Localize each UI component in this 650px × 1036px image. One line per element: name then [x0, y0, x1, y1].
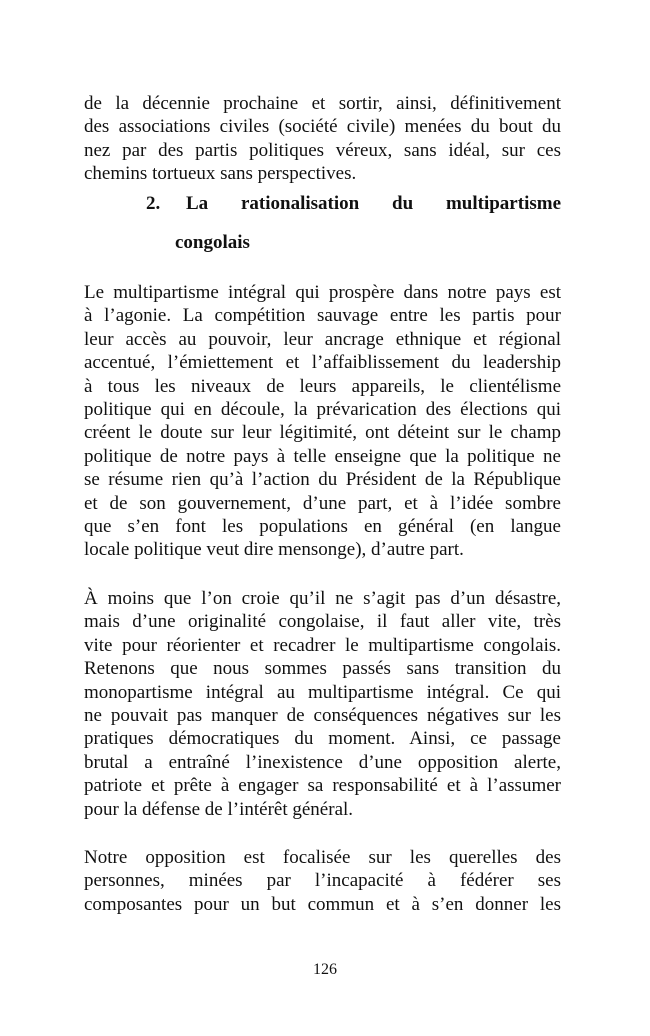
- text-line: que s’en font les populations en général (en langue: [84, 515, 561, 537]
- text-line: pour la défense de l’intérêt général.: [84, 798, 354, 820]
- text-line: des associations civiles (société civile) menées du bout du: [84, 116, 561, 138]
- text-line: accentué, l’émiettement et l’affaiblissement du leadership: [84, 352, 561, 374]
- paragraph-2: [84, 587, 561, 821]
- paragraph-1: [84, 281, 561, 562]
- text-line: politique qui en découle, la prévarication des élections qui: [84, 398, 561, 420]
- text-line: à tous les niveaux de leurs appareils, le clientélisme: [84, 375, 561, 397]
- text-line: créent le doute sur leur légitimité, ont déteint sur le champ: [84, 422, 561, 444]
- paragraph-3: [84, 846, 561, 916]
- text-line: locale politique veut dire mensonge), d’autre part.: [84, 539, 464, 561]
- page-number: 126: [313, 961, 337, 978]
- text-line: brutal a entraîné l’inexistence d’une opposition alerte,: [84, 751, 561, 773]
- text-line: leur accès au pouvoir, leur ancrage ethnique et régional: [84, 328, 561, 350]
- section-heading-line2: congolais: [175, 232, 250, 253]
- text-line: à l’agonie. La compétition sauvage entre les partis pour: [84, 305, 561, 327]
- text-line: composantes pour un but commun et à s’en donner les: [84, 893, 561, 915]
- section-number: 2.: [146, 193, 161, 214]
- text-line: patriote et prête à engager sa responsabilité et à l’assumer: [84, 775, 561, 797]
- paragraph-intro: [84, 92, 561, 186]
- text-line: mais d’une originalité congolaise, il faut aller vite, très: [84, 611, 561, 633]
- text-line: Notre opposition est focalisée sur les querelles des: [84, 847, 561, 868]
- text-line: chemins tortueux sans perspectives.: [84, 163, 357, 185]
- text-line: Le multipartisme intégral qui prospère dans notre pays est: [84, 282, 561, 303]
- text-line: nez par des partis politiques véreux, sans idéal, sur ces: [84, 139, 561, 161]
- section-heading-line1: La rationalisation du multipartisme: [186, 193, 561, 214]
- text-line: se résume rien qu’à l’action du Président de la République: [84, 469, 561, 491]
- text-line: ne pouvait pas manquer de conséquences négatives sur les: [84, 704, 561, 726]
- text-line: monopartisme intégral au multipartisme intégral. Ce qui: [84, 681, 561, 703]
- text-line: politique de notre pays à telle enseigne que la politique ne: [84, 445, 561, 467]
- text-line: Retenons que nous sommes passés sans transition du: [84, 658, 561, 680]
- text-line: pratiques démocratiques du moment. Ainsi, ce passage: [84, 728, 561, 750]
- text-line: vite pour réorienter et recadrer le multipartisme congolais.: [84, 634, 561, 656]
- text-line: et de son gouvernement, d’une part, et à l’idée sombre: [84, 492, 561, 514]
- text-line: de la décennie prochaine et sortir, ainsi, définitivement: [84, 93, 561, 114]
- text-line: personnes, minées par l’incapacité à fédérer ses: [84, 870, 561, 892]
- text-line: À moins que l’on croie qu’il ne s’agit pas d’un désastre,: [84, 588, 561, 609]
